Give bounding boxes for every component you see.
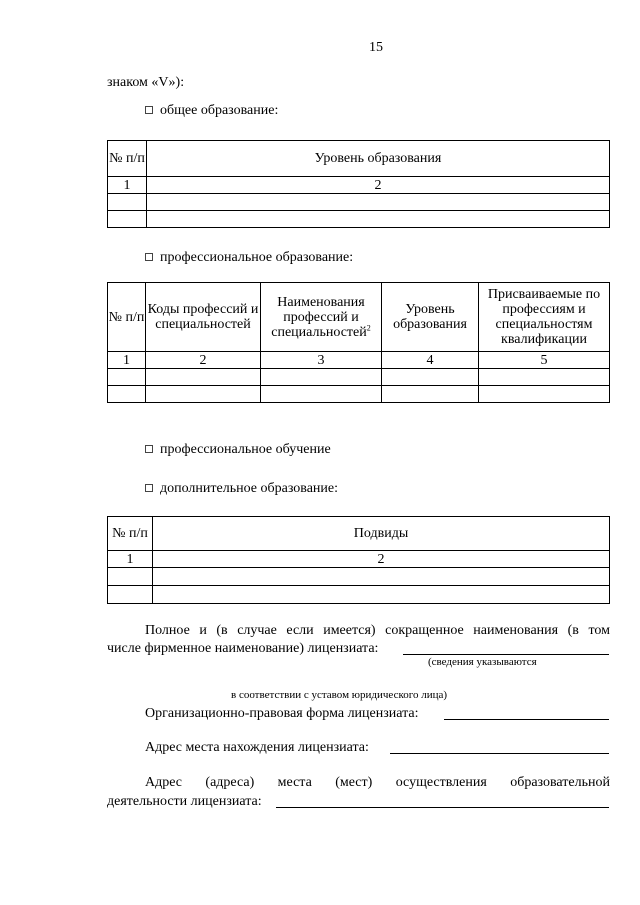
intro-line: знаком «V»): bbox=[107, 75, 185, 90]
word: осуществления bbox=[395, 775, 487, 790]
page-number: 15 bbox=[369, 40, 383, 55]
table-header-number: № п/п bbox=[108, 141, 147, 177]
table-cell[interactable] bbox=[261, 369, 382, 386]
column-number: 2 bbox=[153, 551, 610, 568]
table-cell[interactable] bbox=[261, 386, 382, 403]
table-cell[interactable] bbox=[147, 211, 610, 228]
footnote-mark: 2 bbox=[366, 322, 371, 332]
table-header-subtypes: Подвиды bbox=[153, 517, 610, 551]
table-cell[interactable] bbox=[108, 194, 147, 211]
table-header-names bbox=[261, 283, 382, 352]
additional-education-label: дополнительное образование: bbox=[160, 481, 338, 496]
word: (мест) bbox=[335, 775, 373, 790]
word: места bbox=[277, 775, 312, 790]
table-header-number: № п/п bbox=[108, 517, 153, 551]
activity-address-input-line[interactable] bbox=[276, 807, 609, 808]
activity-address-line1 bbox=[145, 775, 610, 791]
table-header-level: Уровень образования bbox=[382, 283, 479, 352]
checkbox-icon[interactable] bbox=[145, 253, 153, 261]
word: Адрес bbox=[145, 775, 183, 790]
table-cell[interactable] bbox=[479, 386, 610, 403]
table-header-codes: Коды профессий и специальностей bbox=[146, 283, 261, 352]
activity-address-line2: деятельности лицензиата: bbox=[107, 794, 262, 809]
column-number: 1 bbox=[108, 177, 147, 194]
professional-education-label: профессиональное образование: bbox=[160, 250, 354, 265]
full-name-line2: числе фирменное наименование) лицензиата: bbox=[107, 641, 379, 656]
full-name-hint-2: в соответствии с уставом юридического лица) bbox=[231, 689, 448, 701]
general-education-label: общее образование: bbox=[160, 103, 279, 118]
legal-form-input-line[interactable] bbox=[444, 719, 609, 720]
professional-education-option[interactable] bbox=[145, 250, 353, 266]
general-education-option[interactable] bbox=[145, 103, 278, 119]
table-header-level: Уровень образования bbox=[147, 141, 610, 177]
address-input-line[interactable] bbox=[390, 753, 609, 754]
professional-education-table bbox=[107, 282, 610, 403]
table-cell[interactable] bbox=[108, 386, 146, 403]
table-cell[interactable] bbox=[153, 586, 610, 604]
full-name-input-line[interactable] bbox=[403, 654, 609, 655]
column-number: 1 bbox=[108, 551, 153, 568]
table-cell[interactable] bbox=[382, 369, 479, 386]
column-number: 4 bbox=[382, 352, 479, 369]
table-cell[interactable] bbox=[146, 386, 261, 403]
full-name-line1: Полное и (в случае если имеется) сокращенное наименования (в том bbox=[145, 623, 610, 638]
professional-training-option[interactable] bbox=[145, 442, 331, 458]
address-label: Адрес места нахождения лицензиата: bbox=[145, 740, 369, 755]
word: образовательной bbox=[510, 775, 610, 790]
table-cell[interactable] bbox=[146, 369, 261, 386]
column-number: 2 bbox=[147, 177, 610, 194]
column-number: 3 bbox=[261, 352, 382, 369]
additional-education-option[interactable] bbox=[145, 481, 338, 497]
table-header-names-text: Наименования профессий и специальностей bbox=[271, 294, 367, 340]
full-name-hint-1: (сведения указываются bbox=[428, 656, 537, 668]
checkbox-icon[interactable] bbox=[145, 106, 153, 114]
professional-training-label: профессиональное обучение bbox=[160, 442, 331, 457]
general-education-table bbox=[107, 140, 610, 228]
checkbox-icon[interactable] bbox=[145, 484, 153, 492]
table-cell[interactable] bbox=[108, 211, 147, 228]
table-cell[interactable] bbox=[108, 568, 153, 586]
table-cell[interactable] bbox=[108, 369, 146, 386]
column-number: 2 bbox=[146, 352, 261, 369]
column-number: 5 bbox=[479, 352, 610, 369]
checkbox-icon[interactable] bbox=[145, 445, 153, 453]
table-cell[interactable] bbox=[153, 568, 610, 586]
additional-education-table bbox=[107, 516, 610, 604]
word: (адреса) bbox=[205, 775, 255, 790]
table-cell[interactable] bbox=[108, 586, 153, 604]
table-header-number: № п/п bbox=[108, 283, 146, 352]
legal-form-label: Организационно-правовая форма лицензиата: bbox=[145, 706, 419, 721]
table-cell[interactable] bbox=[147, 194, 610, 211]
table-header-qualifications: Присваиваемые по профессиям и специальностям квалификации bbox=[479, 283, 610, 352]
table-cell[interactable] bbox=[479, 369, 610, 386]
table-cell[interactable] bbox=[382, 386, 479, 403]
column-number: 1 bbox=[108, 352, 146, 369]
